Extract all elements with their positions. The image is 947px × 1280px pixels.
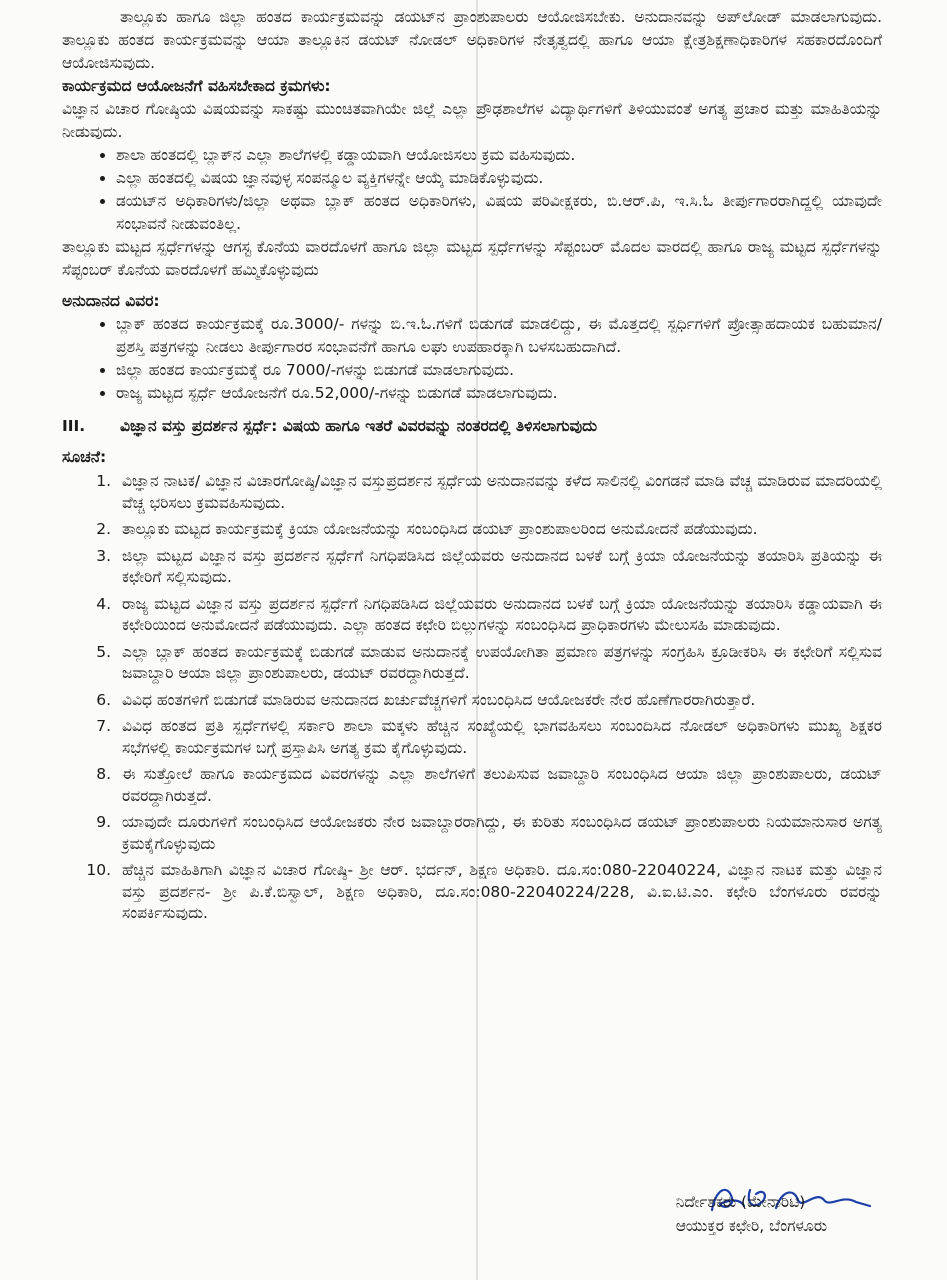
- list-item: 9. ಯಾವುದೇ ದೂರುಗಳಿಗೆ ಸಂಬಂಧಿಸಿದ ಆಯೋಜಕರು ನೇರ ಜವಾಬ್ದಾರರಾಗಿದ್ದು, ಈ ಕುರಿತು ಸಂಬಂಧಿಸಿದ ಡಯಟ್ ಪ್ರಾಂಶುಪಾಲರು ನಿಯಮಾನುಸಾರ ಅಗತ್ಯ ಕ್ರಮಕೈಗೊಳ್ಳುವುದು: [116, 812, 882, 855]
- section-number: III.: [62, 417, 86, 435]
- grant-heading: ಅನುದಾನದ ವಿವರ:: [62, 292, 160, 310]
- list-item: • ಡಯಟ್‌ನ ಅಧಿಕಾರಿಗಳು/ಜಿಲ್ಲಾ ಅಥವಾ ಬ್ಲಾಕ್ ಹಂತದ ಅಧಿಕಾರಿಗಳು, ವಿಷಯ ಪರಿವೀಕ್ಷಕರು, ಬಿ.ಆರ್.ಪಿ, ಇ.ಸಿ.ಓ ತೀರ್ಪುಗಾರರಾಗಿದ್ದಲ್ಲಿ ಯಾವುದೇ ಸಂಭಾವನೆ ನೀಡುವಂತಿಲ್ಲ.: [116, 190, 882, 236]
- organize-lead: ವಿಜ್ಞಾನ ವಿಚಾರ ಗೋಷ್ಠಿಯ ವಿಷಯವನ್ನು ಸಾಕಷ್ಟು ಮುಂಚಿತವಾಗಿಯೇ ಜಿಲ್ಲೆ ಎಲ್ಲಾ ಪ್ರೌಢಶಾಲೆಗಳ ವಿದ್ಯಾರ್ಥಿಗಳಿಗೆ ತಿಳಿಯುವಂತೆ ಅಗತ್ಯ ಪ್ರಚಾರ ಮತ್ತು ಮಾಹಿತಿಯನ್ನು ನೀಡುವುದು.: [62, 100, 882, 141]
- document-page: [62, 6, 882, 930]
- section-three: [62, 415, 882, 438]
- notes-list: [62, 471, 882, 925]
- intro-paragraph: ತಾಲ್ಲೂಕು ಹಾಗೂ ಜಿಲ್ಲಾ ಹಂತದ ಕಾರ್ಯಕ್ರಮವನ್ನು ಡಯಟ್‌ನ ಪ್ರಾಂಶುಪಾಲರು ಆಯೋಜಿಸಬೇಕು. ಅನುದಾನವನ್ನು ಅಪ್‌ಲೋಡ್ ಮಾಡಲಾಗುವುದು. ತಾಲ್ಲೂಕು ಹಂತದ ಕಾರ್ಯಕ್ರಮವನ್ನು ಆಯಾ ತಾಲ್ಲೂಕಿನ ಡಯಟ್ ನೋಡಲ್ ಅಧಿಕಾರಿಗಳ ನೇತೃತ್ವದಲ್ಲಿ ಹಾಗೂ ಆಯಾ ಕ್ಷೇತ್ರಶಿಕ್ಷಣಾಧಿಕಾರಿಗಳ ಸಹಕಾರದೊಂದಿಗೆ ಆಯೋಜಿಸುವುದು.: [62, 8, 882, 72]
- list-item: 7. ವಿವಿಧ ಹಂತದ ಪ್ರತಿ ಸ್ಪರ್ಧೆಗಳಲ್ಲಿ ಸರ್ಕಾರಿ ಶಾಲಾ ಮಕ್ಕಳು ಹೆಚ್ಚಿನ ಸಂಖ್ಯೆಯಲ್ಲಿ ಭಾಗವಹಿಸಲು ಸಂಬಂದಿಸಿದ ನೋಡಲ್ ಅಧಿಕಾರಿಗಳು ಮುಖ್ಯ ಶಿಕ್ಷಕರ ಸಭೆಗಳಲ್ಲಿ ಕಾರ್ಯಕ್ರಮಗಳ ಬಗ್ಗೆ ಪ್ರಸ್ತಾಪಿಸಿ ಅಗತ್ಯ ಕ್ರಮ ಕೈಗೊಳ್ಳುವುದು.: [116, 716, 882, 759]
- notes-heading: ಸೂಚನೆ:: [62, 448, 107, 466]
- signatory-title: ನಿರ್ದೇಶಕರು (ಮೇನಾರಿಟಿ): [675, 1193, 806, 1211]
- list-item: 2. ತಾಲ್ಲೂಕು ಮಟ್ಟದ ಕಾರ್ಯಕ್ರಮಕ್ಕೆ ಕ್ರಿಯಾ ಯೋಜನೆಯನ್ನು ಸಂಬಂಧಿಸಿದ ಡಯಟ್ ಪ್ರಾಂಶುಪಾಲರಿಂದ ಅನುಮೋದನೆ ಪಡೆಯುವುದು.: [116, 519, 882, 541]
- list-item: 3. ಜಿಲ್ಲಾ ಮಟ್ಟದ ವಿಜ್ಞಾನ ವಸ್ತು ಪ್ರದರ್ಶನ ಸ್ಪರ್ಧೆಗೆ ನಿಗಧಿಪಡಿಸಿದ ಜಿಲ್ಲೆಯವರು ಅನುದಾನದ ಬಳಕೆ ಬಗ್ಗೆ ಕ್ರಿಯಾ ಯೋಜನೆಯನ್ನು ತಯಾರಿಸಿ ಪ್ರತಿಯನ್ನು ಈ ಕಛೇರಿಗೆ ಸಲ್ಲಿಸುವುದು.: [116, 546, 882, 589]
- list-item: 8. ಈ ಸುತ್ತೋಲೆ ಹಾಗೂ ಕಾರ್ಯಕ್ರಮದ ವಿವರಗಳನ್ನು ಎಲ್ಲಾ ಶಾಲೆಗಳಿಗೆ ತಲುಪಿಸುವ ಜವಾಬ್ದಾರಿ ಸಂಬಂಧಿಸಿದ ಆಯಾ ಜಿಲ್ಲಾ ಪ್ರಾಂಶುಪಾಲರು, ಡಯಟ್ ರವರದ್ದಾಗಿರುತ್ತದೆ.: [116, 764, 882, 807]
- signature-block: [676, 1190, 827, 1238]
- list-item: • ರಾಜ್ಯ ಮಟ್ಟದ ಸ್ಪರ್ಧೆ ಆಯೋಜನೆಗೆ ರೂ.52,000/-ಗಳನ್ನು ಬಿಡುಗಡೆ ಮಾಡಲಾಗುವುದು.: [116, 382, 882, 405]
- schedule-paragraph: ತಾಲ್ಲೂಕು ಮಟ್ಟದ ಸ್ಪರ್ಧೆಗಳನ್ನು ಆಗಸ್ಟ ಕೊನೆಯ ವಾರದೊಳಗೆ ಹಾಗೂ ಜಿಲ್ಲಾ ಮಟ್ಟದ ಸ್ಪರ್ಧೆಗಳನ್ನು ಸೆಪ್ಟಂಬರ್ ಮೊದಲ ವಾರದಲ್ಲಿ ಹಾಗೂ ರಾಜ್ಯ ಮಟ್ಟದ ಸ್ಪರ್ಧೆಗಳನ್ನು ಸೆಪ್ಟಂಬರ್ ಕೊನೆಯ ವಾರದೊಳಗೆ ಹಮ್ಮಿಕೊಳ್ಳುವುದು: [62, 238, 882, 279]
- section-title: ವಿಜ್ಞಾನ ವಸ್ತು ಪ್ರದರ್ಶನ ಸ್ಪರ್ಧೆ: ವಿಷಯ ಹಾಗೂ ಇತರೆ ವಿವರವನ್ನು ನಂತರದಲ್ಲಿ ತಿಳಿಸಲಾಗುವುದು: [120, 417, 598, 435]
- list-item: • ಎಲ್ಲಾ ಹಂತದಲ್ಲಿ ವಿಷಯ ಜ್ಞಾನವುಳ್ಳ ಸಂಪನ್ಮೂಲ ವ್ಯಕ್ತಿಗಳನ್ನೇ ಆಯ್ಕೆ ಮಾಡಿಕೊಳ್ಳುವುದು.: [116, 167, 882, 190]
- signatory-office: ಆಯುಕ್ತರ ಕಛೇರಿ, ಬೆಂಗಳೂರು: [675, 1217, 827, 1235]
- organize-heading: ಕಾರ್ಯಕ್ರಮದ ಆಯೋಜನೆಗೆ ವಹಿಸಬೇಕಾದ ಕ್ರಮಗಳು:: [62, 77, 331, 95]
- grant-bullets: [62, 313, 882, 405]
- list-item: 4. ರಾಜ್ಯ ಮಟ್ಟದ ವಿಜ್ಞಾನ ವಸ್ತು ಪ್ರದರ್ಶನ ಸ್ಪರ್ಧೆಗೆ ನಿಗಧಿಪಡಿಸಿದ ಜಿಲ್ಲೆಯವರು ಅನುದಾನದ ಬಳಕೆ ಬಗ್ಗೆ ಕ್ರಿಯಾ ಯೋಜನೆಯನ್ನು ತಯಾರಿಸಿ ಕಡ್ಡಾಯವಾಗಿ ಈ ಕಛೇರಿಯಿಂದ ಅನುಮೋದನೆ ಪಡೆಯುವುದು. ಎಲ್ಲಾ ಹಂತದ ಕಛೇರಿ ಬಿಲ್ಲುಗಳನ್ನು ಸಂಬಂಧಿಸಿದ ಪ್ರಾಧಿಕಾರಗಳು ಮೇಲುಸಹಿ ಮಾಡುವುದು.: [116, 594, 882, 637]
- list-item: 5. ಎಲ್ಲಾ ಬ್ಲಾಕ್ ಹಂತದ ಕಾರ್ಯಕ್ರಮಕ್ಕೆ ಬಿಡುಗಡೆ ಮಾಡುವ ಅನುದಾನಕ್ಕೆ ಉಪಯೋಗಿತಾ ಪ್ರಮಾಣ ಪತ್ರಗಳನ್ನು ಸಂಗ್ರಹಿಸಿ ಕ್ರೂಡೀಕರಿಸಿ ಈ ಕಛೇರಿಗೆ ಸಲ್ಲಿಸುವ ಜವಾಬ್ದಾರಿ ಆಯಾ ಜಿಲ್ಲಾ ಪ್ರಾಂಶುಪಾಲರು, ಡಯಟ್ ರವರದ್ದಾಗಿರುತ್ತದೆ.: [116, 642, 882, 685]
- list-item: 10. ಹೆಚ್ಚಿನ ಮಾಹಿತಿಗಾಗಿ ವಿಜ್ಞಾನ ವಿಚಾರ ಗೋಷ್ಠಿ- ಶ್ರೀ ಆರ್. ಭರ್ದನ್, ಶಿಕ್ಷಣ ಅಧಿಕಾರಿ. ದೂ.ಸಂ:080-22040224, ವಿಜ್ಞಾನ ನಾಟಕ ಮತ್ತು ವಿಜ್ಞಾನ ವಸ್ತು ಪ್ರದರ್ಶನ- ಶ್ರೀ ಪಿ.ಕೆ.ಬಿಸ್ವಾಲ್, ಶಿಕ್ಷಣ ಅಧಿಕಾರಿ, ದೂ.ಸಂ:080-22040224/228, ವಿ.ಐ.ಟಿ.ಎಂ. ಕಛೇರಿ ಬೆಂಗಳೂರು ರವರನ್ನು ಸಂಪರ್ಕಿಸುವುದು.: [116, 860, 882, 925]
- organize-bullets: [62, 144, 882, 236]
- list-item: 1. ವಿಜ್ಞಾನ ನಾಟಕ/ ವಿಜ್ಞಾನ ವಿಚಾರಗೋಷ್ಠಿ/ವಿಜ್ಞಾನ ವಸ್ತುಪ್ರದರ್ಶನ ಸ್ಪರ್ಧೆಯ ಅನುದಾನವನ್ನು ಕಳೆದ ಸಾಲಿನಲ್ಲಿ ವಿಂಗಡನೆ ಮಾಡಿ ವೆಚ್ಚ ಮಾಡಿರುವ ಮಾದರಿಯಲ್ಲಿ ವೆಚ್ಚ ಭರಿಸಲು ಕ್ರಮವಹಿಸುವುದು.: [116, 471, 882, 514]
- list-item: • ಬ್ಲಾಕ್ ಹಂತದ ಕಾರ್ಯಕ್ರಮಕ್ಕೆ ರೂ.3000/- ಗಳನ್ನು ಬಿ.ಇ.ಓ.ಗಳಿಗೆ ಬಿಡುಗಡೆ ಮಾಡಲಿದ್ದು, ಈ ಮೊತ್ತದಲ್ಲಿ ಸ್ಪರ್ಧಿಗಳಿಗೆ ಪ್ರೋತ್ಸಾಹದಾಯಕ ಬಹುಮಾನ/ಪ್ರಶಸ್ತಿ ಪತ್ರಗಳನ್ನು ನೀಡಲು ತೀರ್ಪುಗಾರರ ಸಂಭಾವನೆಗೆ ಹಾಗೂ ಲಘು ಉಪಹಾರಕ್ಕಾಗಿ ಬಳಸಬಹುದಾಗಿದೆ.: [116, 313, 882, 359]
- list-item: 6. ವಿವಿಧ ಹಂತಗಳಿಗೆ ಬಿಡುಗಡೆ ಮಾಡಿರುವ ಅನುದಾನದ ಖರ್ಚುವೆಚ್ಚಗಳಿಗೆ ಸಂಬಂಧಿಸಿದ ಆಯೋಜಕರೇ ನೇರ ಹೊಣೆಗಾರರಾಗಿರುತ್ತಾರೆ.: [116, 690, 882, 712]
- list-item: • ಶಾಲಾ ಹಂತದಲ್ಲಿ ಬ್ಲಾಕ್‌ನ ಎಲ್ಲಾ ಶಾಲೆಗಳಲ್ಲಿ ಕಡ್ಡಾಯವಾಗಿ ಆಯೋಜಿಸಲು ಕ್ರಮ ವಹಿಸುವುದು.: [116, 144, 882, 167]
- list-item: • ಜಿಲ್ಲಾ ಹಂತದ ಕಾರ್ಯಕ್ರಮಕ್ಕೆ ರೂ 7000/-ಗಳನ್ನು ಬಿಡುಗಡೆ ಮಾಡಲಾಗುವುದು.: [116, 359, 882, 382]
